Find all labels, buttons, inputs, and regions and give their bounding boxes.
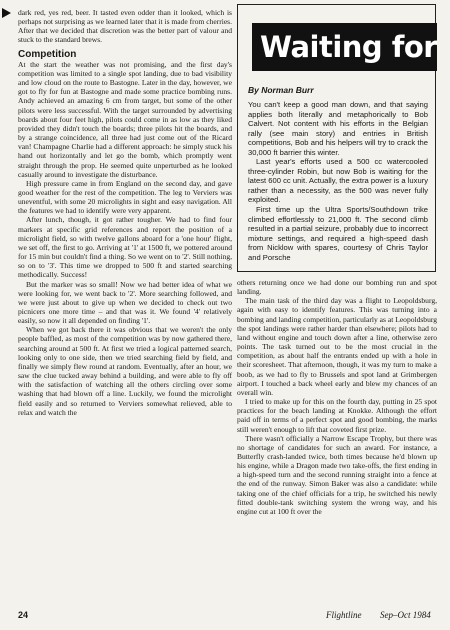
section-heading: Competition (18, 48, 77, 60)
publication-name: Flightline (326, 610, 362, 620)
continuation-arrow-icon (2, 8, 11, 18)
body-paragraph: When we got back there it was obvious that we weren't the only people baffled, as most of the competition was by now gathered there, searching around at 500 ft. At first we tried a logical patterned search, looking only to one side, then we tried searching field by field, and finally we simply flew round at random. Eventually, after an hour, we saw the clue tucked away behind a building, and were able to fly off with the satisfaction of watching all the others circling over some washing that had blown off a line. Luckily, we found the microlight field easily and so returned to Verviers somewhat relieved, able to relax and watch the (18, 325, 232, 417)
body-paragraph: The main task of the third day was a flight to Leopoldsburg, again with easy to identify features. This was turning into a bombing and landing competition, particularly as at Leopoldsburg the spot landings were rather harder than elsewhere; pilots had to land without engine and touch down after a line, otherwise zero points. The task turned out to be the most crucial in the competition, as about half the entrants ended up with a hole in their scoresheet. That afternoon, though, it was my turn to make a boob, as we had to fly to Brussels and spot land at Grimbergen airport. I touched a back wheel early and blew my chances of an overall win. (237, 296, 437, 397)
sidebar-paragraph: First time up the Ultra Sports/Southdown trike climbed effortlessly to 21,000 ft. The second climb resulted in a partial seizure, probably due to incorrect mixture settings, and required a high-speed dash from Nicklow with spares, courtesy of Chris Taylor and Porsche (248, 205, 428, 262)
issue-date: Sep–Oct 1984 (380, 610, 431, 620)
body-paragraph: There wasn't officially a Narrow Escape Trophy, but there was no shortage of candidates for such an award. For instance, a Butterfly crash-landed twice, both times because he'd blown up his engine, while a Dragon made two take-offs, the first ending in a high-speed turn and the second running straight into a fence at the end of the runway. Simon Baker was also a candidate: while taking one of the chief officials for a trip, he switched his newly fitted double-tank switching system the wrong way, and his engine cut at 100 ft over the (237, 433, 437, 516)
sidebar-box (237, 4, 436, 272)
page-number: 24 (18, 610, 29, 620)
body-paragraph: At the start the weather was not promising, and the first day's competition was limited to a single spot landing, due to bad visibility and low cloud on the route to Bastogne. Later in the day, however, we got to fly for fun at Bastogne and made some practice bombing runs. Andy achieved an amazing 6 cm from target, but some of the other pilots were less successful. With the target surrounded by advertising boards about four feet high, pilots could come in as low as they liked provided they didn't touch the boards; three pilots hit the boards, and by a strange coincidence, all three had just come out of the Ricard van! Champagne Charlie had a different approach: he simply stuck his hand out horizontally and let go the bomb, which promptly went straight through the prop. He seemed quite unperturbed as he looked casually around to investigate the disturbance. (18, 59, 232, 179)
body-paragraph: After lunch, though, it got rather tougher. We had to find four markers at specific grid references and report the position of a microlight field, so with twelve gallons aboard for a 'one hour' flight, we set off, the first to go. Arriving at '1' at 1500 ft, we pottered around for 15 min but couldn't find a thing. So we went on to '2'. Still nothing, so on to '3'. This time we dropped to 500 ft and started searching methodically. Success! (18, 215, 232, 280)
body-paragraph: High pressure came in from England on the second day, and gave good weather for the rest of the competition. The leg to Verviers was uneventful, with some 20 microlights in sight and easy navigation. All the features we had to identify were very apparent. (18, 178, 232, 216)
sidebar-text (248, 100, 428, 262)
sidebar-paragraph: Last year's efforts used a 500 cc watercooled three-cylinder Robin, but now Bob is waiting for the latest 600 cc unit. Actually, the extra power is a luxury rather than a necessity, as the 500 was never fully exploited. (248, 157, 428, 205)
body-paragraph: But the marker was so small! Now we had better idea of what we were looking for, we went back to '2'. More searching followed, and we were just about to give up when we decided to check out two picnicers one more time – and that was it. We found '4' relatively easily, so now it all depended on finding '1'. (18, 279, 232, 326)
sidebar-title-banner: Waiting for (252, 23, 437, 71)
sidebar-byline: By Norman Burr (248, 85, 314, 95)
body-paragraph: I tried to make up for this on the fourth day, putting in 25 spot practices for the beach landing at Knokke. Although the effort paid off in terms of a perfect spot and good bombing, the marks still weren't enough to lift that coveted first prize. (237, 397, 437, 434)
right-column (237, 278, 437, 516)
body-paragraph: others returning once we had done our bombing run and spot landing. (237, 278, 437, 297)
left-column (18, 8, 232, 417)
intro-paragraph: dark red, yes red, beer. It tasted even odder than it looked, which is perhaps not surprising as we learned later that it is made from cherries. After that we decided that discretion was the better part of valour and stuck to the standard brews. (18, 8, 232, 45)
sidebar-paragraph: You can't keep a good man down, and that saying applies both literally and metaphorically to Bob Calvert. Not content with his efforts in the Belgian rally (see main story) and entries in British competitions, Bob and his helpers will try to crack the 30,000 ft barrier this winter. (248, 100, 428, 157)
